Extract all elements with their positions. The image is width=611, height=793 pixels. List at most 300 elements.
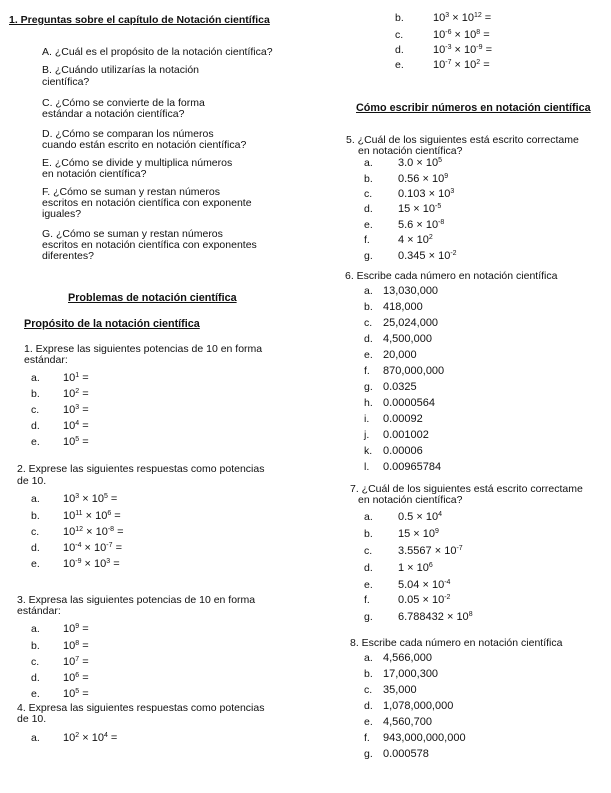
number: 0.00006 [383, 445, 423, 457]
ex4-cont-item-value [433, 12, 491, 24]
ex7-item-value [398, 545, 463, 557]
ex4-cont-item-value [433, 44, 492, 56]
base: 10 [433, 29, 446, 41]
ex6-item-label: d. [364, 333, 373, 345]
ex3-item-value [63, 688, 89, 700]
times-sign: × [404, 234, 417, 246]
exercise-7-prompt-line1: 7. ¿Cuál de los siguientes está escrito correctame [350, 483, 583, 495]
times-sign: × [451, 44, 465, 56]
ex2-item-label: c. [31, 526, 40, 538]
ex7-item-value [398, 579, 450, 591]
ex3-item-value [63, 672, 89, 684]
coefficient: 1 [398, 562, 405, 574]
coefficient: 0.345 [398, 250, 426, 262]
exercise-4-prompt-line1: 4. Expresa las siguientes respuestas como potencias [17, 702, 265, 714]
coefficient: 5.04 [398, 579, 420, 591]
ex4-cont-item-label: e. [395, 59, 404, 71]
exponent: 9 [75, 623, 80, 630]
coefficient: 15 [398, 203, 411, 215]
equals: = [79, 420, 89, 432]
exponent: 2 [428, 234, 433, 241]
question-1d-line2: cuando están escrito en notación científica? [42, 139, 247, 151]
times-sign: × [404, 562, 417, 574]
number: 4,566,000 [383, 652, 432, 664]
purpose-heading: Propósito de la notación científica [24, 318, 200, 330]
ex6-item-value [383, 445, 423, 457]
ex8-item-value [383, 668, 438, 680]
times-sign: × [410, 203, 423, 215]
base: 10 [422, 528, 436, 540]
number: 0.0325 [383, 381, 417, 393]
equals: = [79, 372, 89, 384]
number: 418,000 [383, 301, 423, 313]
ex7-item-label: g. [364, 611, 373, 623]
question-1f-line3: iguales? [42, 208, 82, 220]
ex8-item-value [383, 716, 432, 728]
base: 10 [63, 732, 76, 744]
ex6-item-value [383, 349, 417, 361]
base: 10 [63, 404, 76, 416]
ex3-item-label: d. [31, 672, 40, 684]
ex7-item-value [398, 511, 442, 523]
exponent: 3 [450, 188, 455, 195]
base: 10 [425, 157, 439, 169]
number: 0.001002 [383, 429, 429, 441]
times-sign: × [82, 510, 96, 522]
times-sign: × [419, 579, 432, 591]
base: 10 [464, 29, 477, 41]
ex5-item-label: f. [364, 234, 370, 246]
ex6-item-value [383, 333, 432, 345]
section-1-title: 1. Preguntas sobre el capítulo de Notación científica [9, 14, 270, 26]
base: 10 [63, 640, 76, 652]
exponent: -5 [435, 203, 442, 210]
number: 0.0000564 [383, 397, 435, 409]
ex7-item-label: a. [364, 511, 373, 523]
base: 10 [456, 611, 469, 623]
base: 10 [425, 219, 439, 231]
times-sign: × [451, 29, 465, 41]
equals: = [79, 688, 89, 700]
exponent: 3 [445, 12, 450, 19]
ex8-item-label: d. [364, 700, 373, 712]
ex3-item-label: e. [31, 688, 40, 700]
coefficient: 0.05 [398, 594, 420, 606]
base: 10 [63, 656, 76, 668]
ex6-item-label: i. [364, 413, 370, 425]
base: 10 [464, 44, 477, 56]
base: 10 [91, 732, 104, 744]
exponent: 2 [75, 732, 80, 739]
times-sign: × [419, 173, 432, 185]
equals: = [110, 558, 120, 570]
ex1-item-value [63, 436, 89, 448]
ex4-cont-item-label: b. [395, 12, 404, 24]
exercise-4-prompt-line2: de 10. [17, 713, 47, 725]
ex1-item-value [63, 372, 89, 384]
ex1-item-label: a. [31, 372, 40, 384]
ex1-item-label: c. [31, 404, 40, 416]
ex5-item-label: e. [364, 219, 373, 231]
exponent: -8 [438, 219, 445, 226]
times-sign: × [413, 219, 426, 231]
ex4-item-label: a. [31, 732, 40, 744]
ex6-item-label: f. [364, 365, 370, 377]
ex6-item-label: a. [364, 285, 373, 297]
base: 10 [433, 12, 446, 24]
exponent: 8 [476, 29, 481, 36]
times-sign: × [413, 511, 426, 523]
ex6-item-label: b. [364, 301, 373, 313]
base: 10 [444, 545, 457, 557]
ex1-item-label: b. [31, 388, 40, 400]
exponent: 3 [75, 404, 80, 411]
exponent: 6 [428, 562, 433, 569]
coefficient: 15 [398, 528, 411, 540]
ex5-item-label: a. [364, 157, 373, 169]
exercise-7-prompt-line2: en notación científica? [358, 494, 463, 506]
base: 10 [95, 526, 108, 538]
base: 10 [63, 493, 76, 505]
ex6-item-value [383, 461, 441, 473]
ex5-item-value [398, 203, 441, 215]
base: 10 [416, 234, 429, 246]
ex8-item-value [383, 732, 466, 744]
base: 10 [433, 59, 446, 71]
equals: = [79, 388, 89, 400]
ex2-item-label: d. [31, 542, 40, 554]
exercise-5-prompt-line1: 5. ¿Cuál de los siguientes está escrito correctame [346, 134, 579, 146]
ex5-item-value [398, 157, 442, 169]
exercise-5-prompt-line2: en notación científica? [358, 145, 463, 157]
base: 10 [63, 372, 76, 384]
ex6-item-label: g. [364, 381, 373, 393]
times-sign: × [410, 528, 423, 540]
coefficient: 3.0 [398, 157, 414, 169]
ex7-item-value [398, 562, 433, 574]
ex1-item-label: e. [31, 436, 40, 448]
equals: = [79, 623, 89, 635]
question-1c-line2: estándar a notación científica? [42, 108, 185, 120]
exponent: -7 [106, 542, 113, 549]
ex1-item-value [63, 420, 89, 432]
question-1f-line1: F. ¿Cómo se suman y restan números [42, 186, 220, 198]
exponent: 8 [75, 640, 80, 647]
ex4-item-value [63, 732, 117, 744]
ex3-item-value [63, 640, 89, 652]
times-sign: × [413, 157, 426, 169]
base: 10 [63, 388, 76, 400]
equals: = [482, 44, 492, 56]
ex3-item-label: b. [31, 640, 40, 652]
ex8-item-label: b. [364, 668, 373, 680]
base: 10 [94, 558, 107, 570]
ex4-cont-item-label: d. [395, 44, 404, 56]
exponent: -6 [445, 29, 452, 36]
ex5-item-label: b. [364, 173, 373, 185]
exponent: 4 [75, 420, 80, 427]
exponent: -4 [75, 542, 82, 549]
base: 10 [461, 12, 474, 24]
ex6-item-value [383, 429, 429, 441]
question-1a: A. ¿Cuál es el propósito de la notación científica? [42, 46, 273, 58]
question-1e-line1: E. ¿Cómo se divide y multiplica números [42, 157, 233, 169]
ex6-item-label: e. [364, 349, 373, 361]
exponent: 3 [106, 558, 111, 565]
ex7-item-label: c. [364, 545, 373, 557]
coefficient: 5.6 [398, 219, 414, 231]
ex5-item-label: g. [364, 250, 373, 262]
times-sign: × [79, 493, 92, 505]
equals: = [480, 29, 490, 41]
exercise-2-prompt-line2: de 10. [17, 475, 47, 487]
ex2-item-value [63, 526, 124, 538]
ex2-item-label: b. [31, 510, 40, 522]
ex2-item-value [63, 558, 120, 570]
base: 10 [91, 493, 104, 505]
ex6-item-value [383, 285, 438, 297]
times-sign: × [449, 12, 462, 24]
exponent: 6 [107, 510, 112, 517]
equals: = [107, 493, 118, 505]
base: 10 [431, 579, 445, 591]
equals: = [114, 526, 124, 538]
number: 1,078,000,000 [383, 700, 454, 712]
ex4-cont-item-value [433, 59, 490, 71]
coefficient: 0.56 [398, 173, 420, 185]
ex5-item-label: c. [364, 188, 373, 200]
exponent: -2 [450, 250, 457, 257]
exponent: 5 [103, 493, 108, 500]
base: 10 [431, 173, 445, 185]
exponent: -4 [444, 579, 451, 586]
ex6-item-label: l. [364, 461, 370, 473]
exercise-8-prompt: 8. Escribe cada número en notación científica [350, 637, 563, 649]
ex6-item-label: k. [364, 445, 373, 457]
base: 10 [63, 688, 76, 700]
number: 4,560,700 [383, 716, 432, 728]
number: 17,000,300 [383, 668, 439, 680]
times-sign: × [419, 594, 432, 606]
base: 10 [63, 436, 76, 448]
equals: = [481, 12, 492, 24]
base: 10 [438, 188, 451, 200]
base: 10 [422, 203, 436, 215]
ex6-item-label: h. [364, 397, 373, 409]
equals: = [79, 404, 89, 416]
question-1g-line3: diferentes? [42, 250, 94, 262]
number: 20,000 [383, 349, 417, 361]
times-sign: × [81, 558, 95, 570]
times-sign: × [81, 542, 95, 554]
ex6-item-value [383, 397, 435, 409]
ex7-item-label: f. [364, 594, 370, 606]
base: 10 [94, 542, 107, 554]
number: 13,030,000 [383, 285, 439, 297]
base: 10 [438, 250, 451, 262]
ex8-item-label: a. [364, 652, 373, 664]
base: 10 [431, 594, 445, 606]
exponent: 4 [103, 732, 108, 739]
exponent: 11 [75, 510, 83, 517]
number: 0.000578 [383, 748, 429, 760]
ex8-item-value [383, 748, 429, 760]
number: 0.00092 [383, 413, 423, 425]
exponent: 1 [75, 372, 80, 379]
ex6-item-value [383, 365, 444, 377]
coefficient: 0.5 [398, 511, 414, 523]
exponent: -2 [444, 594, 451, 601]
base: 10 [433, 44, 446, 56]
base: 10 [63, 510, 76, 522]
exponent: 9 [435, 528, 439, 535]
ex8-item-label: f. [364, 732, 370, 744]
ex5-item-value [398, 250, 457, 262]
exponent: 12 [473, 12, 482, 19]
base: 10 [464, 59, 477, 71]
times-sign: × [443, 611, 457, 623]
ex1-item-value [63, 404, 89, 416]
exercise-2-prompt-line1: 2. Exprese las siguientes respuestas como potencias [17, 463, 265, 475]
times-sign: × [425, 188, 439, 200]
ex8-item-label: c. [364, 684, 373, 696]
times-sign: × [425, 250, 439, 262]
equals: = [107, 732, 118, 744]
equals: = [79, 656, 89, 668]
ex6-item-value [383, 381, 417, 393]
number: 35,000 [383, 684, 417, 696]
exponent: 9 [444, 173, 449, 180]
ex2-item-label: e. [31, 558, 40, 570]
question-1g-line1: G. ¿Cómo se suman y restan números [42, 228, 223, 240]
ex5-item-value [398, 234, 433, 246]
exponent: 2 [75, 388, 80, 395]
ex6-item-label: c. [364, 317, 373, 329]
exponent: -9 [75, 558, 82, 565]
ex6-item-label: j. [364, 429, 370, 441]
ex7-item-value [398, 594, 450, 606]
ex6-item-value [383, 301, 423, 313]
question-1e-line2: en notación científica? [42, 168, 147, 180]
ex1-item-label: d. [31, 420, 40, 432]
writing-heading: Cómo escribir números en notación científica [356, 102, 591, 114]
ex3-item-label: a. [31, 623, 40, 635]
question-1b-line2: científica? [42, 76, 90, 88]
coefficient: 3.5567 [398, 545, 432, 557]
ex6-item-value [383, 413, 423, 425]
base: 10 [416, 562, 429, 574]
equals: = [79, 436, 89, 448]
times-sign: × [79, 732, 92, 744]
ex3-item-label: c. [31, 656, 40, 668]
base: 10 [63, 542, 76, 554]
number: 4,500,000 [383, 333, 432, 345]
section-1-heading [9, 14, 270, 26]
exponent: -8 [107, 526, 115, 533]
ex5-item-label: d. [364, 203, 373, 215]
ex2-item-value [63, 542, 122, 554]
question-1c-line1: C. ¿Cómo se convierte de la forma [42, 97, 205, 109]
ex7-item-value [398, 611, 473, 623]
exponent: 4 [438, 511, 442, 518]
coefficient: 4 [398, 234, 405, 246]
ex4-cont-item-label: c. [395, 29, 404, 41]
base: 10 [63, 623, 76, 635]
question-1f-line2: escritos en notación científica con exponente [42, 197, 252, 209]
equals: = [111, 510, 121, 522]
ex4-cont-item-value [433, 29, 490, 41]
ex6-item-value [383, 317, 438, 329]
number: 870,000,000 [383, 365, 445, 377]
base: 10 [425, 511, 439, 523]
exercise-6-prompt: 6. Escribe cada número en notación científica [345, 270, 558, 282]
exponent: -3 [445, 44, 452, 51]
exponent: 5 [438, 157, 442, 164]
times-sign: × [431, 545, 445, 557]
equals: = [79, 672, 89, 684]
base: 10 [95, 510, 108, 522]
ex7-item-label: b. [364, 528, 373, 540]
exponent: 7 [75, 656, 80, 663]
exponent: 6 [75, 672, 80, 679]
exercise-1-prompt-line1: 1. Exprese las siguientes potencias de 10 en forma [24, 343, 263, 355]
times-sign: × [451, 59, 465, 71]
ex5-item-value [398, 173, 448, 185]
exponent: 5 [75, 436, 80, 443]
ex2-item-value [63, 510, 121, 522]
ex3-item-value [63, 623, 89, 635]
equals: = [79, 640, 89, 652]
ex7-item-label: e. [364, 579, 373, 591]
ex8-item-value [383, 684, 417, 696]
coefficient: 6.788432 [398, 611, 444, 623]
ex3-item-value [63, 656, 89, 668]
ex8-item-label: e. [364, 716, 373, 728]
exponent: -7 [445, 59, 452, 66]
ex8-item-value [383, 700, 453, 712]
number: 0.00965784 [383, 461, 442, 473]
ex5-item-value [398, 219, 444, 231]
equals: = [480, 59, 490, 71]
equals: = [112, 542, 122, 554]
ex5-item-value [398, 188, 454, 200]
question-1b-line1: B. ¿Cuándo utilizarías la notación [42, 64, 200, 76]
base: 10 [63, 672, 76, 684]
ex1-item-value [63, 388, 89, 400]
exponent: 2 [476, 59, 481, 66]
exponent: 3 [75, 493, 80, 500]
ex2-item-label: a. [31, 493, 40, 505]
exponent: 5 [75, 688, 80, 695]
coefficient: 0.103 [398, 188, 426, 200]
exercise-1-prompt-line2: estándar: [24, 354, 68, 366]
number: 943,000,000,000 [383, 732, 466, 744]
ex2-item-value [63, 493, 117, 505]
problems-heading: Problemas de notación científica [68, 292, 237, 304]
times-sign: × [83, 526, 96, 538]
question-1d-line1: D. ¿Cómo se comparan los números [42, 128, 214, 140]
base: 10 [63, 526, 76, 538]
base: 10 [63, 420, 76, 432]
exponent: -9 [476, 44, 483, 51]
ex8-item-label: g. [364, 748, 373, 760]
question-1g-line2: escritos en notación científica con exponentes [42, 239, 257, 251]
exponent: -7 [456, 545, 463, 552]
exercise-3-prompt-line1: 3. Expresa las siguientes potencias de 10 en forma [17, 594, 256, 606]
number: 25,024,000 [383, 317, 439, 329]
exercise-3-prompt-line2: estándar: [17, 605, 61, 617]
ex7-item-value [398, 528, 439, 540]
